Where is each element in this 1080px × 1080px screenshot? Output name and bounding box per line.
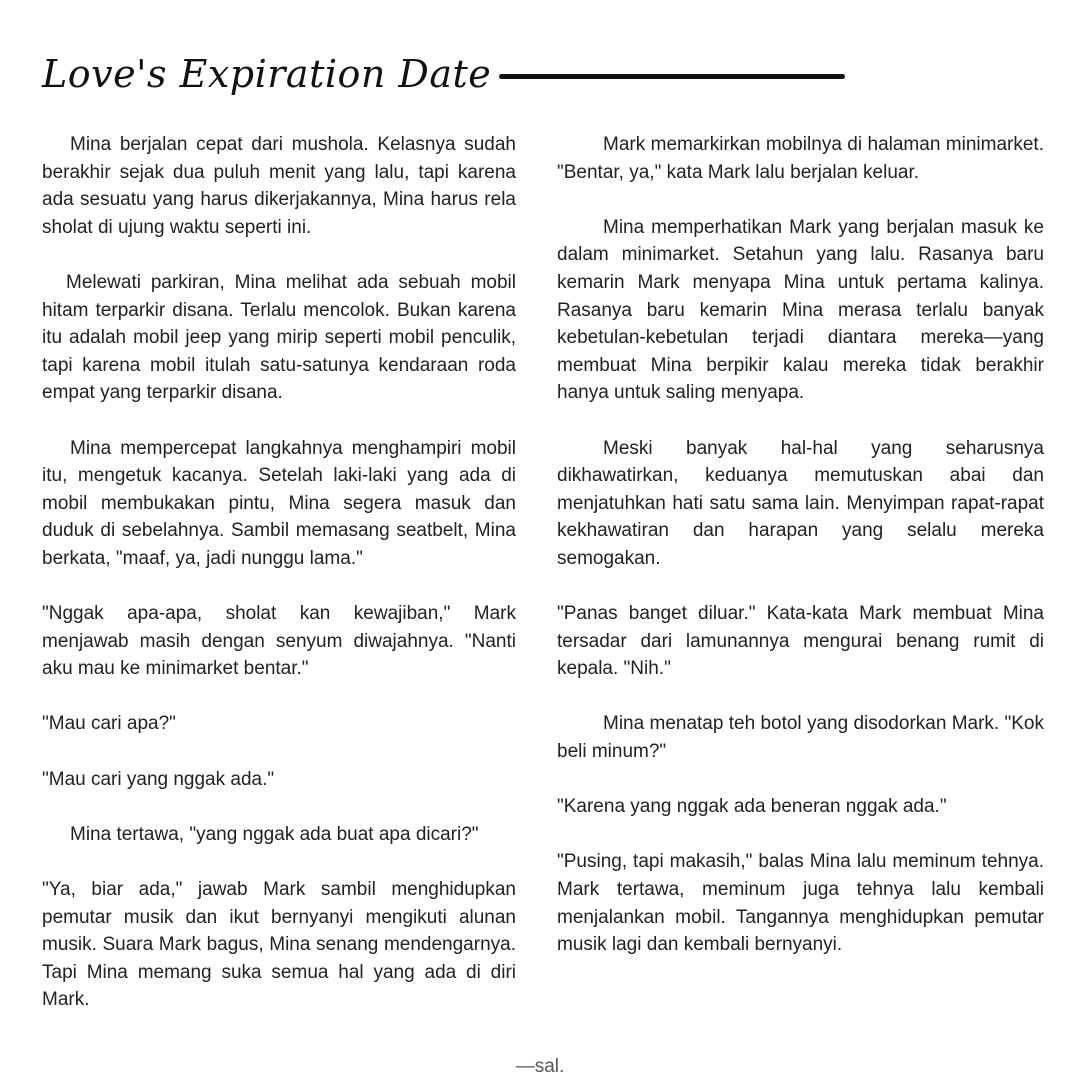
paragraph: "Mau cari apa?" [42, 713, 176, 735]
paragraph: Mina mempercepat langkahnya menghampiri mobil itu, mengetuk kacanya. Setelah laki-laki yang ada di mobil membukakan pintu, Mina segera masuk dan duduk di sebelahnya. Sambil memasang seatbelt, Mina berkata, "maaf, ya, jadi nunggu lama." [42, 437, 516, 569]
paragraph: "Mau cari yang nggak ada." [42, 768, 275, 790]
paragraph: Meski banyak hal-hal yang seharusnya dikhawatirkan, keduanya memutuskan abai dan menjatuhkan hati satu sama lain. Menyimpan rapat-rapat kekhawatiran dan harapan yang selalu mereka semogakan. [557, 437, 1044, 569]
paragraph: "Panas banget diluar." Kata-kata Mark membuat Mina tersadar dari lamunannya mengurai benang rumit di kepala. "Nih." [557, 603, 1044, 680]
title-row [42, 52, 845, 96]
paragraph: "Karena yang nggak ada beneran nggak ada." [557, 796, 947, 818]
left-column [42, 131, 516, 1042]
author-signature: —sal. [515, 1056, 565, 1077]
paragraph: Melewati parkiran, Mina melihat ada sebuah mobil hitam terparkir disana. Terlalu mencolok. Bukan karena itu adalah mobil jeep yang mirip seperti mobil penculik, tapi karena mobil itulah satu-satunya kendaraan roda empat yang terparkir disana. [42, 271, 516, 404]
paragraph: Mark memarkirkan mobilnya di halaman minimarket. "Bentar, ya," kata Mark lalu berjalan keluar. [557, 134, 1044, 183]
paragraph: Mina memperhatikan Mark yang berjalan masuk ke dalam minimarket. Setahun yang lalu. Rasanya baru kemarin Mark menyapa Mina untuk pertama kalinya. Rasanya baru kemarin Mina merasa terlalu banyak kebetulan-kebetulan terjadi diantara mereka—yang membuat Mina berpikir kalau mereka tidak berakhir hanya untuk saling menyapa. [557, 216, 1044, 404]
paragraph: "Nggak apa-apa, sholat kan kewajiban," Mark menjawab masih dengan senyum diwajahnya. "Nanti aku mau ke minimarket bentar." [42, 603, 516, 680]
paragraph: Mina berjalan cepat dari mushola. Kelasnya sudah berakhir sejak dua puluh menit yang lalu, tapi karena ada sesuatu yang harus dikerjakannya, Mina harus rela sholat di ujung waktu seperti ini. [42, 134, 516, 238]
paragraph: Mina tertawa, "yang nggak ada buat apa dicari?" [70, 823, 479, 845]
paragraph: Mina menatap teh botol yang disodorkan Mark. "Kok beli minum?" [557, 713, 1044, 763]
paragraph: "Ya, biar ada," jawab Mark sambil menghidupkan pemutar musik dan ikut bernyanyi mengikuti alunan musik. Suara Mark bagus, Mina senang mendengarnya. Tapi Mina memang suka semua hal yang ada di diri Mark. [42, 879, 516, 1011]
paragraph: "Pusing, tapi makasih," balas Mina lalu meminum tehnya. Mark tertawa, meminum juga tehnya lalu kembali menjalankan mobil. Tangannya menghidupkan pemutar musik lagi dan kembali bernyanyi. [557, 851, 1044, 956]
title-underline-rule [499, 74, 845, 79]
right-column [557, 131, 1044, 986]
page-title: Love's Expiration Date [42, 52, 492, 96]
